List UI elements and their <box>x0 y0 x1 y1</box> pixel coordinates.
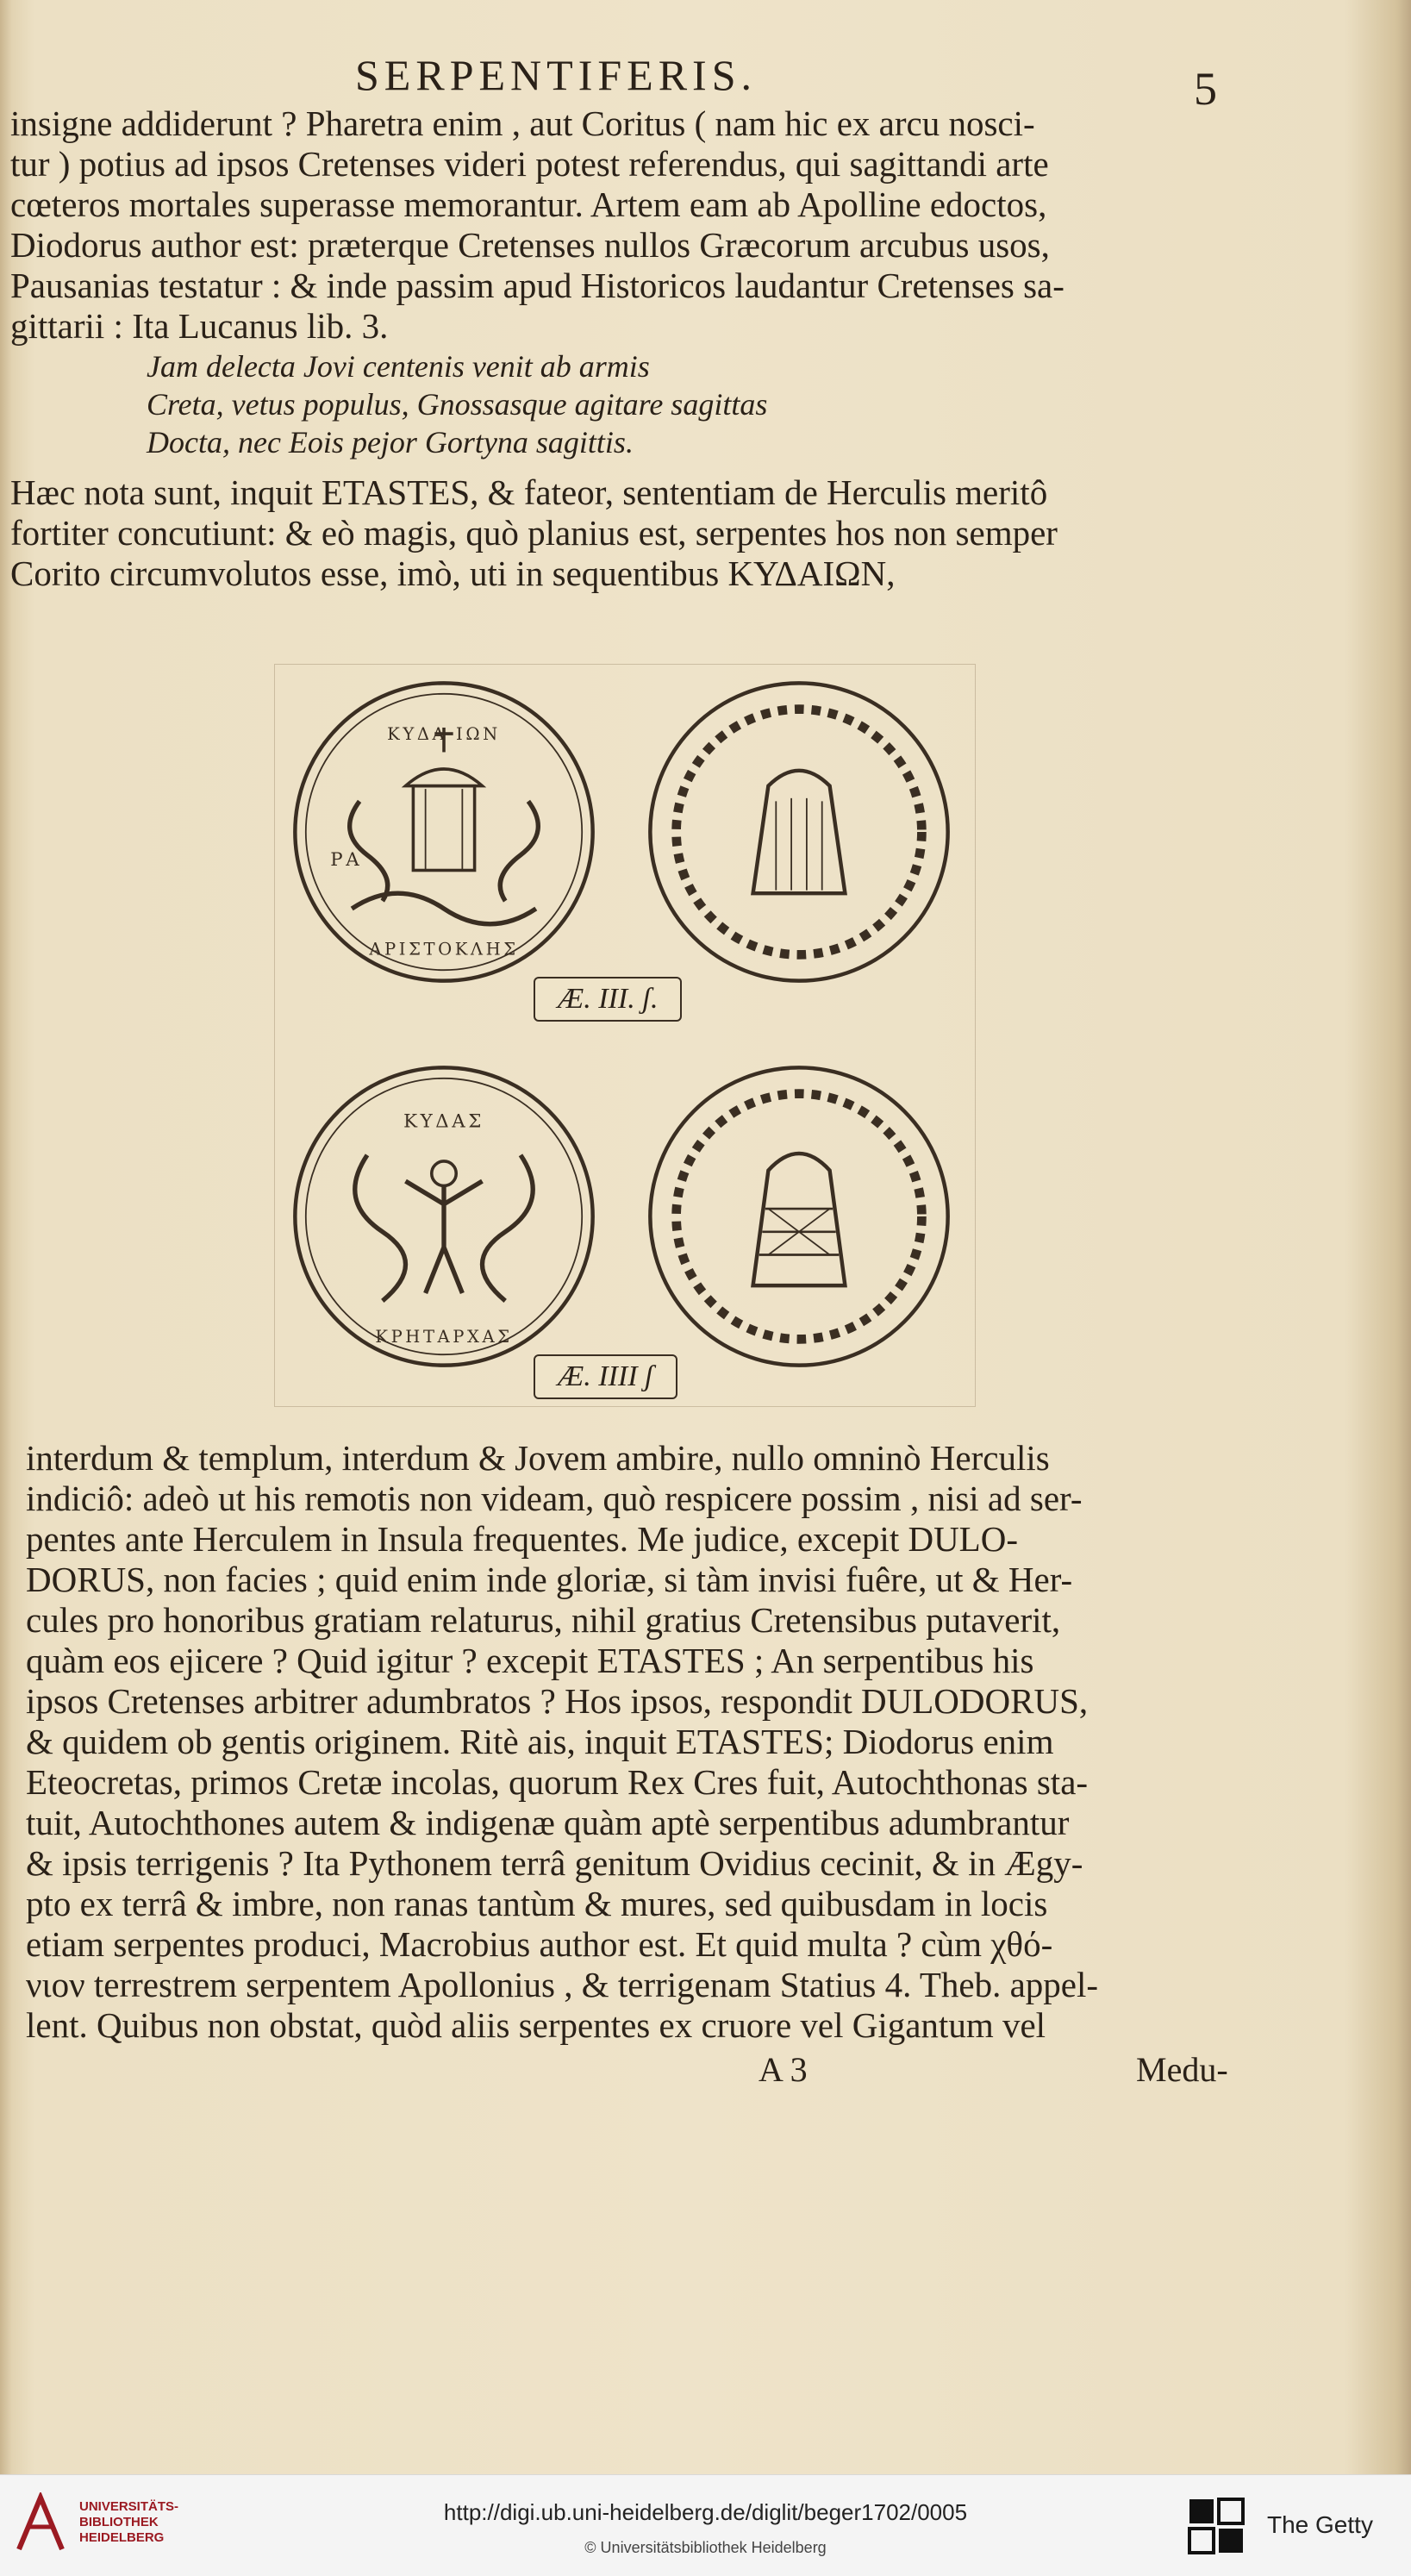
text-line: Pausanias testatur : & inde passim apud Historicos laudantur Cretenses sa- <box>10 266 1064 305</box>
text-line: νιον terrestrem serpentem Apollonius , & terrigenam Statius 4. Theb. appel- <box>26 1965 1099 2004</box>
viewer-footer <box>0 2474 1411 2576</box>
text-line: & ipsis terrigenis ? Ita Pythonem terrâ genitum Ovidius cecinit, & in Ægy- <box>26 1843 1083 1883</box>
coin1-bottom-legend: ΑΡΙΣΤΟΚΛΗΣ <box>369 939 519 960</box>
coin-reverse-1 <box>646 678 952 985</box>
coin-reverse-2 <box>646 1063 952 1370</box>
getty-logo-icon[interactable] <box>1186 2496 1246 2556</box>
coin-plate <box>274 664 976 1407</box>
running-title: SERPENTIFERIS. <box>355 51 758 99</box>
plate-label-1: Æ. III. ʃ. <box>534 977 682 1022</box>
text-line: interdum & templum, interdum & Jovem ambire, nullo omninò Herculis <box>26 1438 1050 1478</box>
text-line: fortiter concutiunt: & eò magis, quò planius est, serpentes hos non semper <box>10 513 1058 553</box>
text-line: ipsos Cretenses arbitrer adumbratos ? Hos ipsos, respondit DULODORUS, <box>26 1681 1089 1721</box>
copyright-notice: © Universitätsbibliothek Heidelberg <box>584 2539 827 2556</box>
plate-label-2: Æ. IIII ʃ <box>534 1354 677 1399</box>
text-line: insigne addiderunt ? Pharetra enim , aut Coritus ( nam hic ex arcu nosci- <box>10 103 1035 143</box>
verse-line: Creta, vetus populus, Gnossasque agitare sagittas <box>147 387 768 422</box>
text-line: Eteocretas, primos Cretæ incolas, quorum Rex Cres fuit, Autochthonas sta- <box>26 1762 1089 1802</box>
coin2-top-legend: ΚΥΔΑΣ <box>403 1110 484 1133</box>
text-line: & quidem ob gentis originem. Ritè ais, inquit ETASTES; Diodorus enim <box>26 1722 1054 1761</box>
text-line: tur ) potius ad ipsos Cretenses videri potest referendus, qui sagittandi arte <box>10 144 1049 184</box>
coin2-bottom-legend: ΚΡΗΤΑΡΧΑΣ <box>375 1326 513 1347</box>
text-line: cules pro honoribus gratiam relaturus, nihil gratius Cretensibus putaverit, <box>26 1600 1061 1640</box>
coin1-top-legend: ΚΥΔΑ ΙΩΝ <box>387 724 501 745</box>
library-name-line: HEIDELBERG <box>79 2530 165 2545</box>
text-line: lent. Quibus non obstat, quòd aliis serpentes ex cruore vel Gigantum vel <box>26 2005 1046 2045</box>
text-line: cœteros mortales superasse memorantur. Artem eam ab Apolline edoctos, <box>10 184 1047 224</box>
library-name-line: UNIVERSITÄTS- <box>79 2499 179 2514</box>
partner-name: The Getty <box>1267 2511 1373 2538</box>
verse-line: Docta, nec Eois pejor Gortyna sagittis. <box>147 425 634 460</box>
signature-mark: A 3 <box>759 2050 808 2089</box>
text-line: indiciô: adeò ut his remotis non videam, quò respicere possim , nisi ad ser- <box>26 1479 1083 1518</box>
text-line: tuit, Autochthones autem & indigenæ quàm aptè serpentibus adumbrantur <box>26 1803 1070 1842</box>
text-line: Corito circumvolutos esse, imò, uti in sequentibus ΚΥΔΑΙΩΝ, <box>10 553 896 593</box>
text-line: etiam serpentes produci, Macrobius author est. Et quid multa ? cùm χθό- <box>26 1924 1053 1964</box>
text-line: DORUS, non facies ; quid enim inde gloriæ, si tàm invisi fuêre, ut & Her- <box>26 1560 1073 1599</box>
text-line: pentes ante Herculem in Insula frequentes. Me judice, excepit DULO- <box>26 1519 1018 1559</box>
coin-obverse-2 <box>290 1063 597 1370</box>
text-line: gittarii : Ita Lucanus lib. 3. <box>10 306 389 346</box>
catchword: Medu- <box>1136 2050 1228 2089</box>
text-line: Hæc nota sunt, inquit ETASTES, & fateor, sententiam de Herculis meritô <box>10 472 1048 512</box>
text-line: Diodorus author est: præterque Cretenses nullos Græcorum arcubus usos, <box>10 225 1050 265</box>
verse-line: Jam delecta Jovi centenis venit ab armis <box>147 349 650 384</box>
permalink-url[interactable]: http://digi.ub.uni-heidelberg.de/diglit/beger1702/0005 <box>443 2499 968 2525</box>
coin-obverse-1 <box>290 678 597 985</box>
page-number: 5 <box>1194 63 1217 115</box>
coin1-side-legend: ΡΑ <box>330 849 363 872</box>
text-line: pto ex terrâ & imbre, non ranas tantùm & mures, sed quibusdam in locis <box>26 1884 1048 1923</box>
text-line: quàm eos ejicere ? Quid igitur ? excepit ETASTES ; An serpentibus his <box>26 1641 1034 1680</box>
library-name-line: BIBLIOTHEK <box>79 2515 159 2529</box>
